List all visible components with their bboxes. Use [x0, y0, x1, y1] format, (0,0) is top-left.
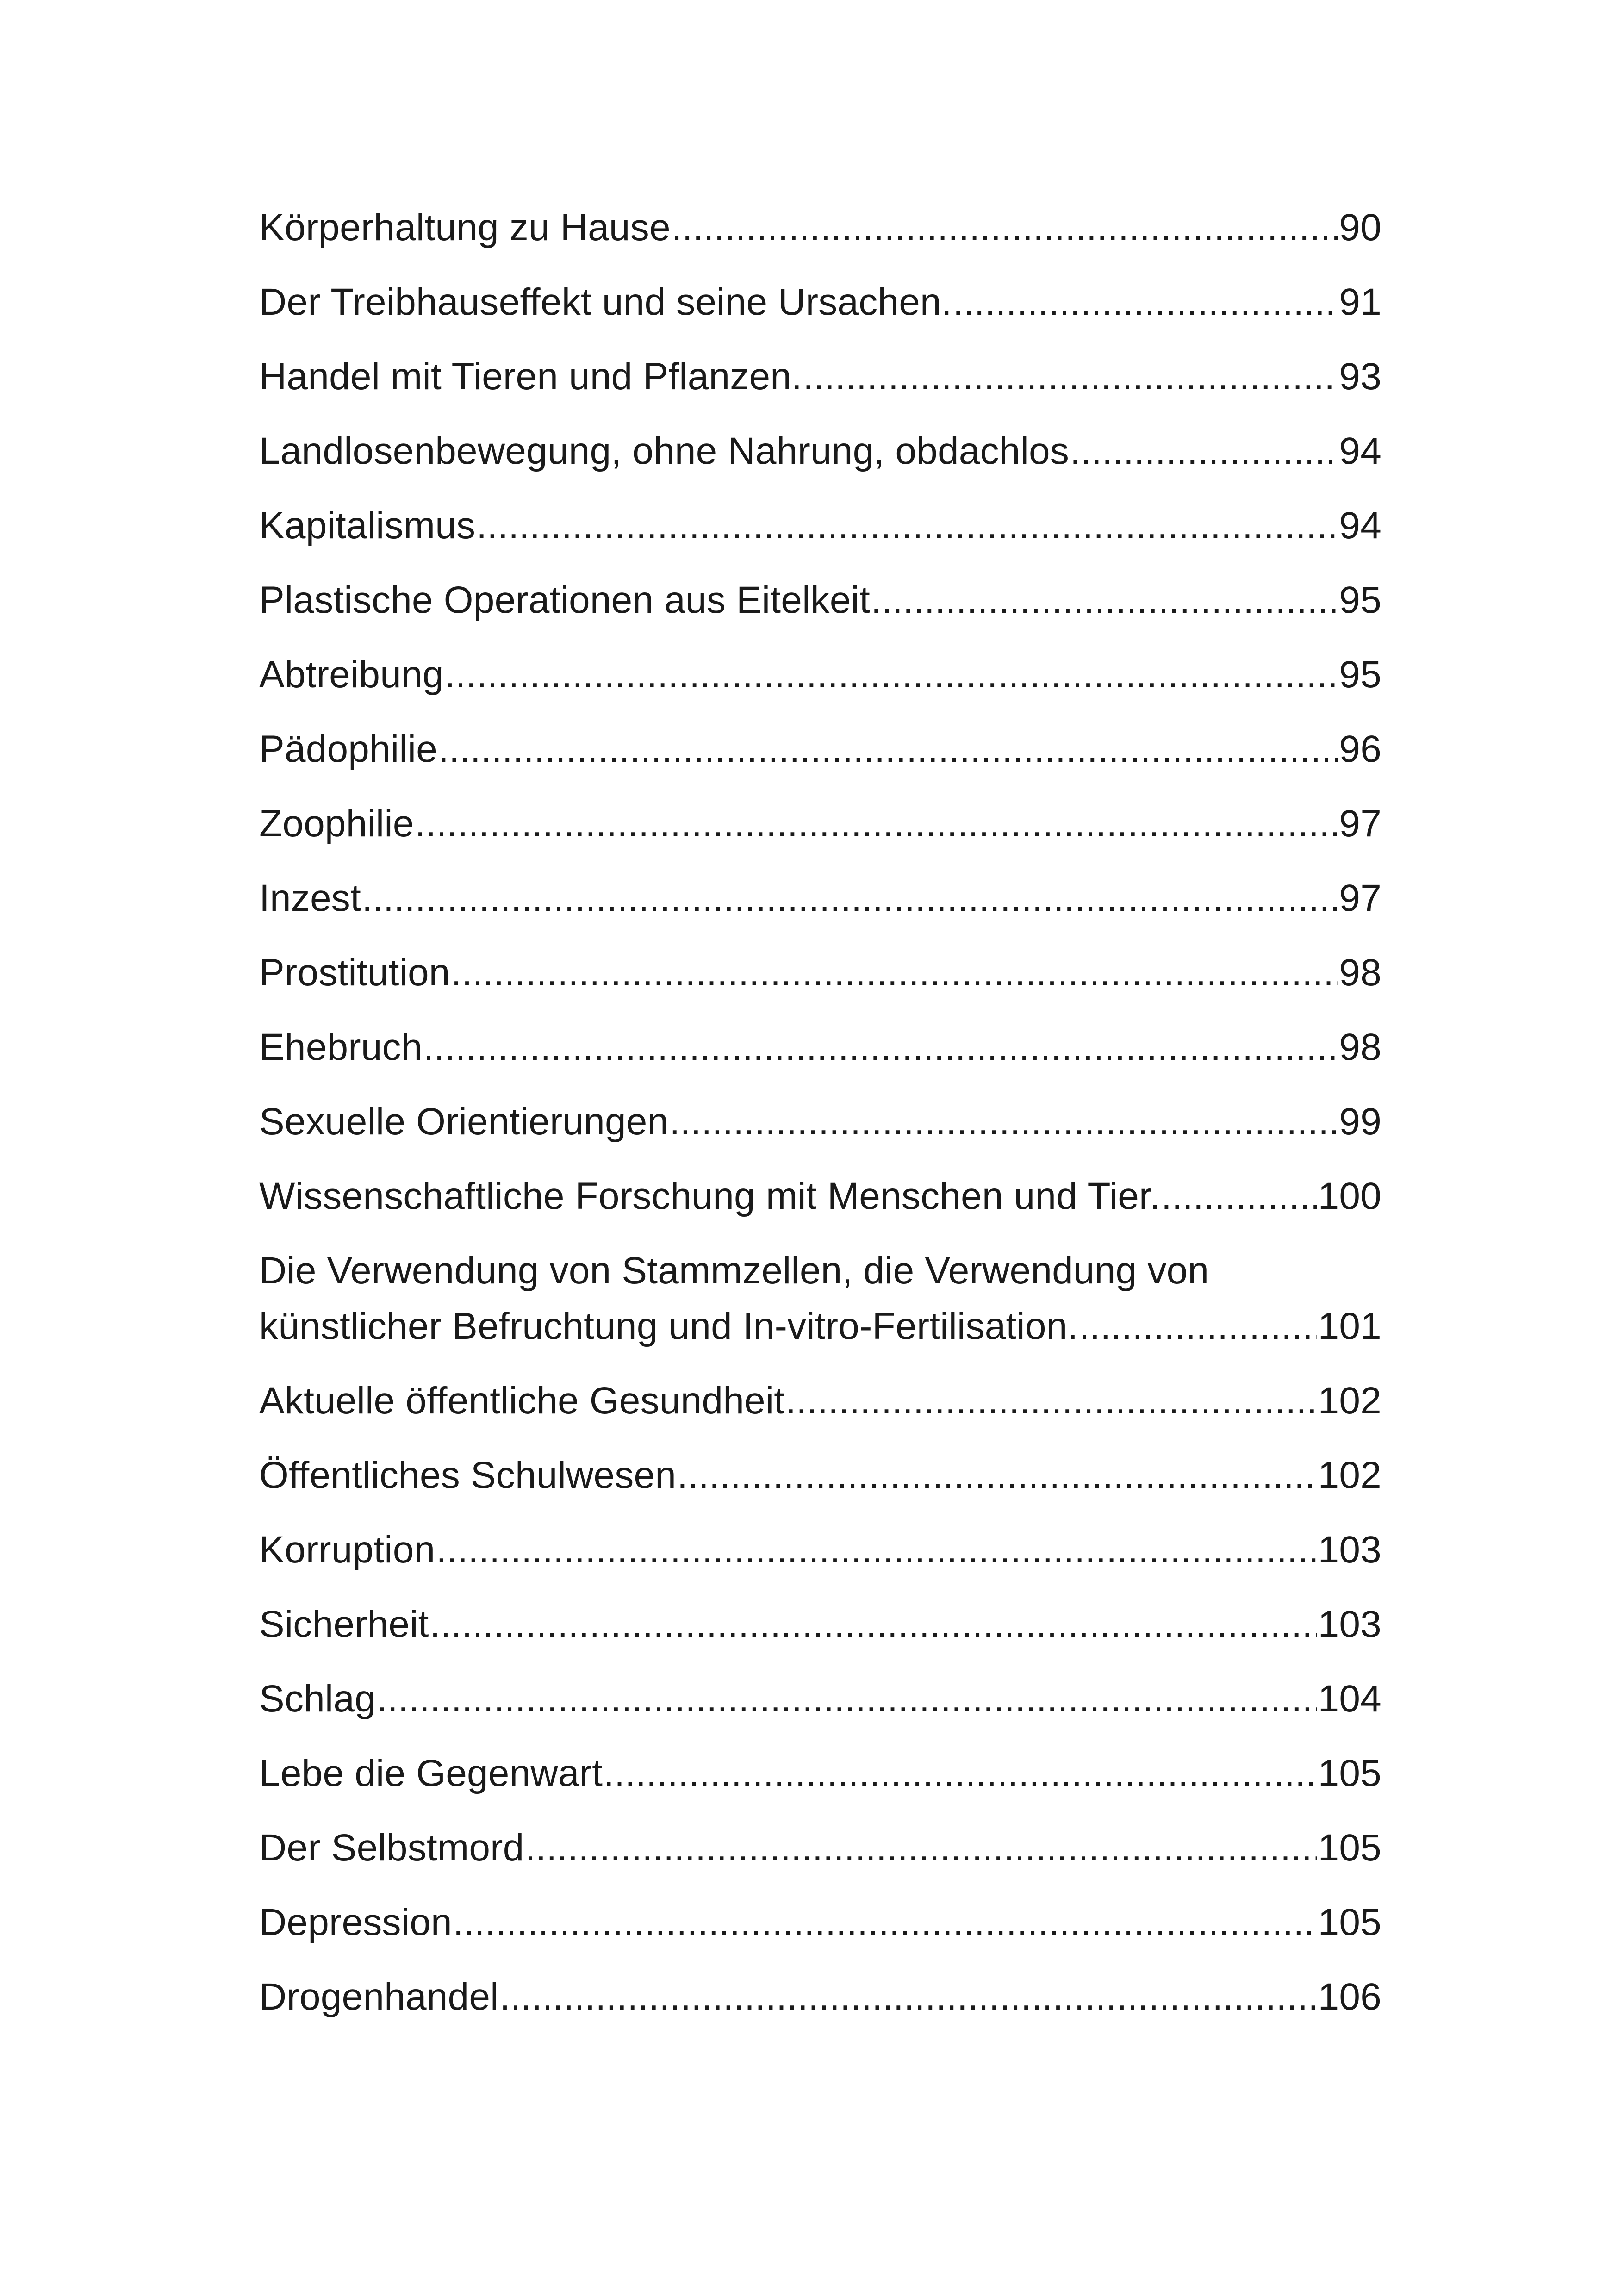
toc-entry-title: Drogenhandel	[259, 1976, 499, 2018]
toc-entry-page: 101	[1318, 1305, 1382, 1347]
toc-entry[interactable]	[259, 796, 1382, 852]
toc-entry-title: Wissenschaftliche Forschung mit Menschen und Tier.	[259, 1175, 1160, 1217]
toc-leader-dots	[415, 796, 1338, 852]
toc-entry-page: 99	[1339, 1101, 1382, 1143]
toc-entry-title: Schlag	[259, 1678, 376, 1720]
toc-entry-page: 102	[1318, 1454, 1382, 1496]
toc-leader-dots	[803, 349, 1338, 404]
toc-leader-dots	[672, 200, 1338, 255]
toc-leader-dots	[453, 1895, 1317, 1950]
toc-entry[interactable]	[259, 722, 1382, 777]
toc-entry[interactable]	[259, 1243, 1382, 1354]
toc-entry-page: 104	[1318, 1678, 1382, 1720]
toc-entry-title: Lebe die Gegenwart	[259, 1752, 603, 1794]
toc-leader-dots	[430, 1597, 1317, 1652]
toc-leader-dots	[451, 945, 1338, 1001]
toc-leader-dots	[362, 871, 1338, 926]
toc-entry-title: Sicherheit	[259, 1603, 429, 1645]
toc-entry[interactable]	[259, 200, 1382, 255]
toc-entry-title: Abtreibung	[259, 653, 444, 696]
toc-entry-title: Landlosenbewegung, ohne Nahrung, obdachlos	[259, 430, 1070, 472]
toc-entry[interactable]	[259, 572, 1382, 628]
toc-leader-dots	[525, 1820, 1317, 1876]
toc-entry-page: 102	[1318, 1380, 1382, 1422]
toc-entry[interactable]	[259, 349, 1382, 404]
toc-leader-dots	[1079, 1299, 1317, 1354]
toc-entry-line2	[259, 1299, 1382, 1354]
toc-entry-page: 106	[1318, 1976, 1382, 2018]
toc-entry[interactable]	[259, 1895, 1382, 1950]
toc-leader-dots	[953, 274, 1338, 330]
toc-entry-page: 93	[1339, 355, 1382, 398]
toc-entry-page: 96	[1339, 728, 1382, 770]
toc-entry[interactable]	[259, 1820, 1382, 1876]
toc-entry-page: 105	[1318, 1827, 1382, 1869]
toc-entry-title: Ehebruch	[259, 1026, 423, 1068]
toc-entry-title: Handel mit Tieren und Pflanzen.	[259, 355, 803, 398]
toc-entry-title: Inzest	[259, 877, 361, 919]
toc-leader-dots	[438, 722, 1338, 777]
toc-entry[interactable]	[259, 1746, 1382, 1801]
toc-leader-dots	[476, 498, 1338, 554]
toc-entry-page: 103	[1318, 1603, 1382, 1645]
toc-entry[interactable]	[259, 945, 1382, 1001]
toc-leader-dots	[677, 1448, 1317, 1503]
toc-leader-dots	[1070, 423, 1338, 479]
toc-entry[interactable]	[259, 647, 1382, 703]
toc-entry[interactable]	[259, 1969, 1382, 2025]
toc-leader-dots	[1161, 1169, 1317, 1224]
toc-entry[interactable]	[259, 498, 1382, 554]
toc-entry-page: 105	[1318, 1752, 1382, 1794]
toc-leader-dots	[604, 1746, 1317, 1801]
toc-entry[interactable]	[259, 1020, 1382, 1075]
toc-entry-page: 95	[1339, 579, 1382, 621]
toc-entry-title: Pädophilie	[259, 728, 437, 770]
toc-entry-title: Kapitalismus	[259, 504, 476, 547]
toc-entry-page: 94	[1339, 504, 1382, 547]
toc-entry[interactable]	[259, 1671, 1382, 1727]
toc-leader-dots	[785, 1373, 1317, 1429]
toc-entry-page: 103	[1318, 1529, 1382, 1571]
toc-leader-dots	[669, 1094, 1338, 1150]
toc-entry-page: 98	[1339, 952, 1382, 994]
toc-entry[interactable]	[259, 871, 1382, 926]
toc-entry-title: Körperhaltung zu Hause	[259, 206, 671, 249]
toc-leader-dots	[436, 1522, 1317, 1578]
toc-entry[interactable]	[259, 1448, 1382, 1503]
toc-entry-page: 94	[1339, 430, 1382, 472]
toc-entry[interactable]	[259, 1597, 1382, 1652]
toc-entry-title: Öffentliches Schulwesen	[259, 1454, 677, 1496]
toc-entry-title: Der Selbstmord	[259, 1827, 524, 1869]
toc-entry-page: 97	[1339, 803, 1382, 845]
toc-leader-dots	[445, 647, 1338, 703]
toc-entry-title: Plastische Operationen aus Eitelkeit	[259, 579, 870, 621]
toc-entry-page: 105	[1318, 1901, 1382, 1943]
toc-leader-dots	[871, 572, 1338, 628]
toc-entry-title: Prostitution	[259, 952, 450, 994]
toc-entry-title-line2: künstlicher Befruchtung und In-vitro-Fertilisation.	[259, 1305, 1078, 1347]
table-of-contents	[259, 200, 1382, 2044]
toc-entry-title: Sexuelle Orientierungen	[259, 1101, 669, 1143]
toc-entry-page: 90	[1339, 206, 1382, 249]
toc-entry-title: Aktuelle öffentliche Gesundheit	[259, 1380, 785, 1422]
toc-entry-title-line1: Die Verwendung von Stammzellen, die Verwendung von	[259, 1250, 1209, 1292]
toc-leader-dots	[423, 1020, 1338, 1075]
toc-entry[interactable]	[259, 274, 1382, 330]
toc-entry-title: Depression	[259, 1901, 452, 1943]
toc-entry-page: 98	[1339, 1026, 1382, 1068]
toc-entry-page: 95	[1339, 653, 1382, 696]
toc-leader-dots	[500, 1969, 1317, 2025]
toc-entry-title: Korruption	[259, 1529, 436, 1571]
toc-entry-page: 97	[1339, 877, 1382, 919]
toc-entry-title: Zoophilie	[259, 803, 414, 845]
toc-entry-page: 91	[1339, 281, 1382, 323]
toc-entry[interactable]	[259, 1373, 1382, 1429]
toc-entry[interactable]	[259, 1094, 1382, 1150]
toc-entry-title: Der Treibhauseffekt und seine Ursachen.	[259, 281, 952, 323]
toc-entry[interactable]	[259, 1522, 1382, 1578]
toc-entry[interactable]	[259, 1169, 1382, 1224]
toc-leader-dots	[377, 1671, 1317, 1727]
toc-entry[interactable]	[259, 423, 1382, 479]
toc-entry-page: 100	[1318, 1175, 1382, 1217]
